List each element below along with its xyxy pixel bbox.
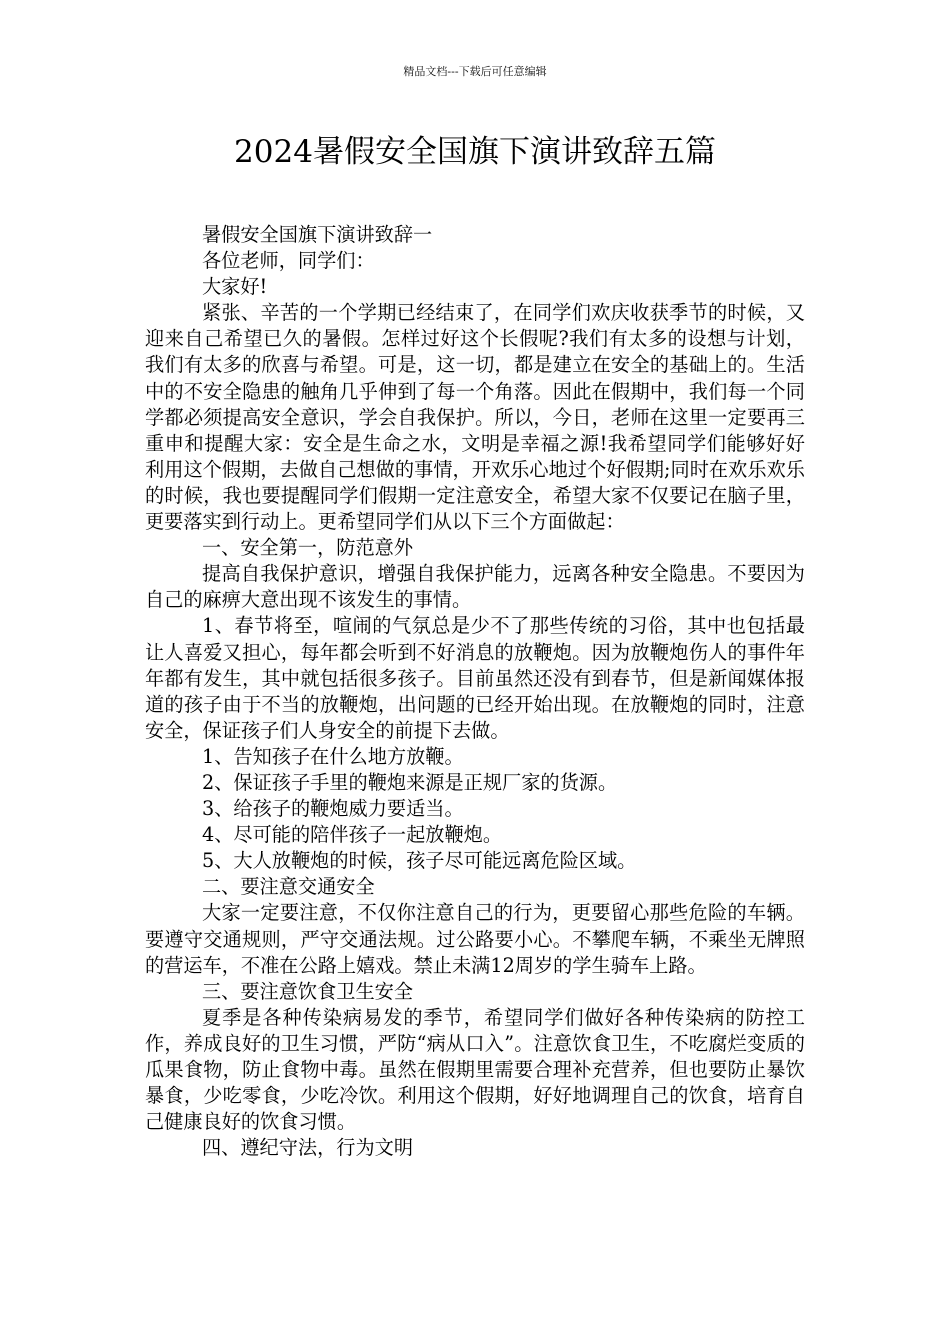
document-body [145,222,805,1161]
page-header: 精品文档---下载后可任意编辑 [403,65,547,78]
section-heading: 三、要注意饮食卫生安全 [202,979,414,1003]
list-item: 1、告知孩子在什么地方放鞭。 [202,744,464,768]
section-heading: 暑假安全国旗下演讲致辞一 [202,223,433,246]
body-paragraph: 夏季是各种传染病易发的季节，希望同学们做好各种传染病的防控工作，养成良好的卫生习惯，严防“病从口入”。注意饮食卫生，不吃腐烂变质的瓜果食物，防止食物中毒。虽然在假期里需要合理补充营养，但也要防止暴饮暴食，少吃零食，少吃冷饮。利用这个假期，好好地调理自己的饮食，培育自己健康良好的饮食习惯。 [145,1005,805,1134]
list-item: 4、尽可能的陪伴孩子一起放鞭炮。 [202,823,503,847]
document-title: 2024暑假安全国旗下演讲致辞五篇 [234,134,716,170]
section-heading: 二、要注意交通安全 [202,875,375,899]
section-heading: 四、遵纪守法，行为文明 [202,1136,414,1160]
list-item: 3、给孩子的鞭炮威力要适当。 [202,797,464,821]
greeting: 大家好! [202,275,268,299]
section-heading: 一、安全第一，防范意外 [202,536,414,560]
body-paragraph: 紧张、辛苦的一个学期已经结束了，在同学们欢庆收获季节的时候，又迎来自己希望已久的暑假。怎样过好这个长假呢?我们有太多的设想与计划，我们有太多的欣喜与希望。可是，这一切，都是建立在安全的基础上的。生活中的不安全隐患的触角几乎伸到了每一个角落。因此在假期中，我们每一个同学都必须提高安全意识，学会自我保护。所以，今日，老师在这里一定要再三重申和提醒大家：安全是生命之水，文明是幸福之源!我希望同学们能够好好利用这个假期，去做自己想做的事情，开欢乐心地过个好假期;同时在欢乐欢乐的时候，我也要提醒同学们假期一定注意安全，希望大家不仅要记在脑子里，更要落实到行动上。更希望同学们从以下三个方面做起： [145,301,805,534]
body-paragraph: 提高自我保护意识，增强自我保护能力，远离各种安全隐患。不要因为自己的麻痹大意出现不该发生的事情。 [145,562,805,612]
list-item: 2、保证孩子手里的鞭炮来源是正规厂家的货源。 [202,770,618,794]
salutation: 各位老师，同学们： [202,249,375,273]
list-item: 5、大人放鞭炮的时候，孩子尽可能远离危险区域。 [202,849,637,873]
body-paragraph: 1、春节将至，喧闹的气氛总是少不了那些传统的习俗，其中也包括最让人喜爱又担心，每年都会听到不好消息的放鞭炮。因为放鞭炮伤人的事件年年都有发生，其中就包括很多孩子。目前虽然还没有到春节，但是新闻媒体报道的孩子由于不当的放鞭炮，出问题的已经开始出现。在放鞭炮的同时，注意安全，保证孩子们人身安全的前提下去做。 [145,614,805,742]
body-paragraph: 大家一定要注意，不仅你注意自己的行为，更要留心那些危险的车辆。要遵守交通规则，严守交通法规。过公路要小心。不攀爬车辆，不乘坐无牌照的营运车，不准在公路上嬉戏。禁止未满12周岁的学生骑车上路。 [145,901,805,977]
